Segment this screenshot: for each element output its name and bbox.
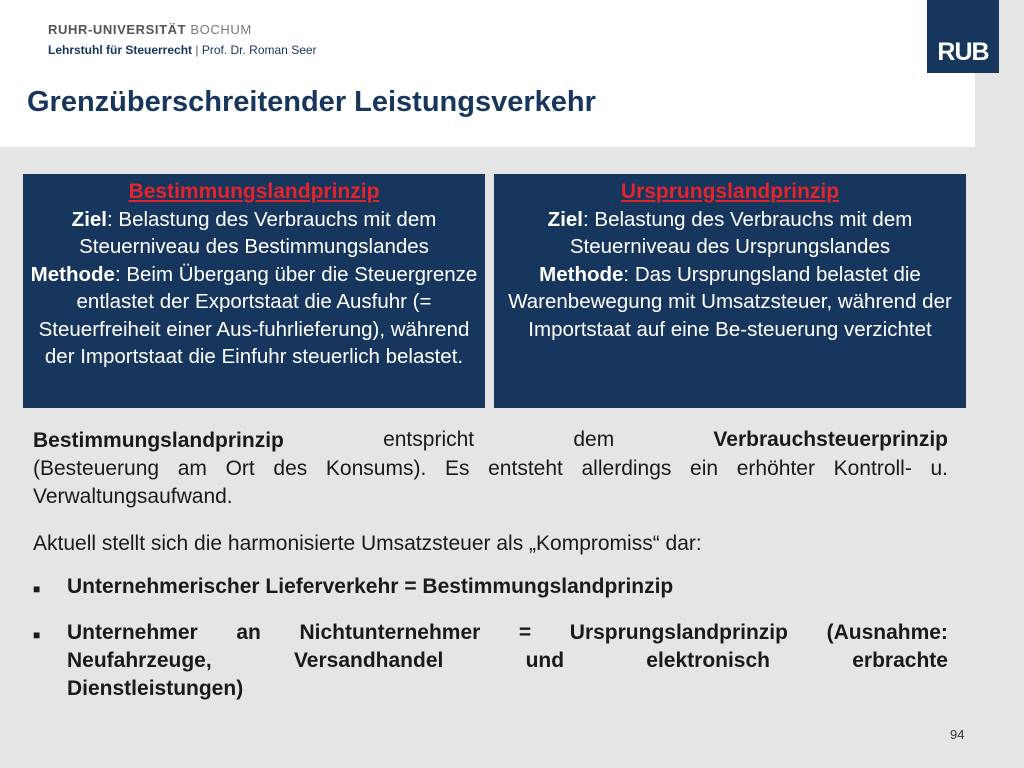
square-bullet-icon: ■ xyxy=(33,582,41,596)
paragraph-compromise: Aktuell stellt sich die harmonisierte Umsatzsteuer als „Kompromiss“ dar: xyxy=(33,532,702,555)
rub-logo: RUB xyxy=(927,0,999,73)
box-method: Methode: Das Ursprungsland belastet die Warenbewegung mit Umsatzsteuer, während der Importstaat auf eine Be-steuerung verzichtet xyxy=(508,262,952,341)
box-goal: Ziel: Belastung des Verbrauchs mit dem Steuerniveau des Bestimmungslandes xyxy=(71,207,437,258)
professor-name: Prof. Dr. Roman Seer xyxy=(201,43,317,57)
slide-title: Grenzüberschreitender Leistungsverkehr xyxy=(27,86,596,118)
box-ursprungslandprinzip xyxy=(494,174,966,408)
chair-name: Lehrstuhl für Steuerrecht xyxy=(48,43,193,57)
paragraph-principle: Bestimmungslandprinzip entspricht dem Verbrauchsteuerprinzip (Besteuerung am Ort des Konsums). Es entsteht allerdings ein erhöhter Kontroll- u. Verwaltungsaufwand. xyxy=(33,428,948,508)
box-bestimmungslandprinzip xyxy=(23,174,485,408)
box-goal: Ziel: Belastung des Verbrauchs mit dem Steuerniveau des Ursprungslandes xyxy=(547,207,913,258)
box-method: Methode: Beim Übergang über die Steuergrenze entlastet der Exportstaat die Ausfuhr (= Steuerfreiheit einer Aus-fuhrlieferung), während der Importstaat die Einfuhr steuerlich belastet. xyxy=(30,262,478,368)
chair-line: Lehrstuhl für Steuerrecht | Prof. Dr. Roman Seer xyxy=(48,43,317,57)
list-item: ■ Unternehmer an Nichtunternehmer = Ursprungslandprinzip (Ausnahme: Neufahrzeuge, Versandhandel und elektronisch erbrachte Dienstleistungen) xyxy=(33,619,948,703)
box-heading: Ursprungslandprinzip xyxy=(620,180,840,203)
square-bullet-icon: ■ xyxy=(33,628,41,642)
list-item: ■ Unternehmerischer Lieferverkehr = Bestimmungslandprinzip xyxy=(33,573,948,603)
page-number: 94 xyxy=(950,727,965,742)
university-name: RUHR-UNIVERSITÄT BOCHUM xyxy=(48,22,252,37)
box-heading: Bestimmungslandprinzip xyxy=(128,180,380,203)
